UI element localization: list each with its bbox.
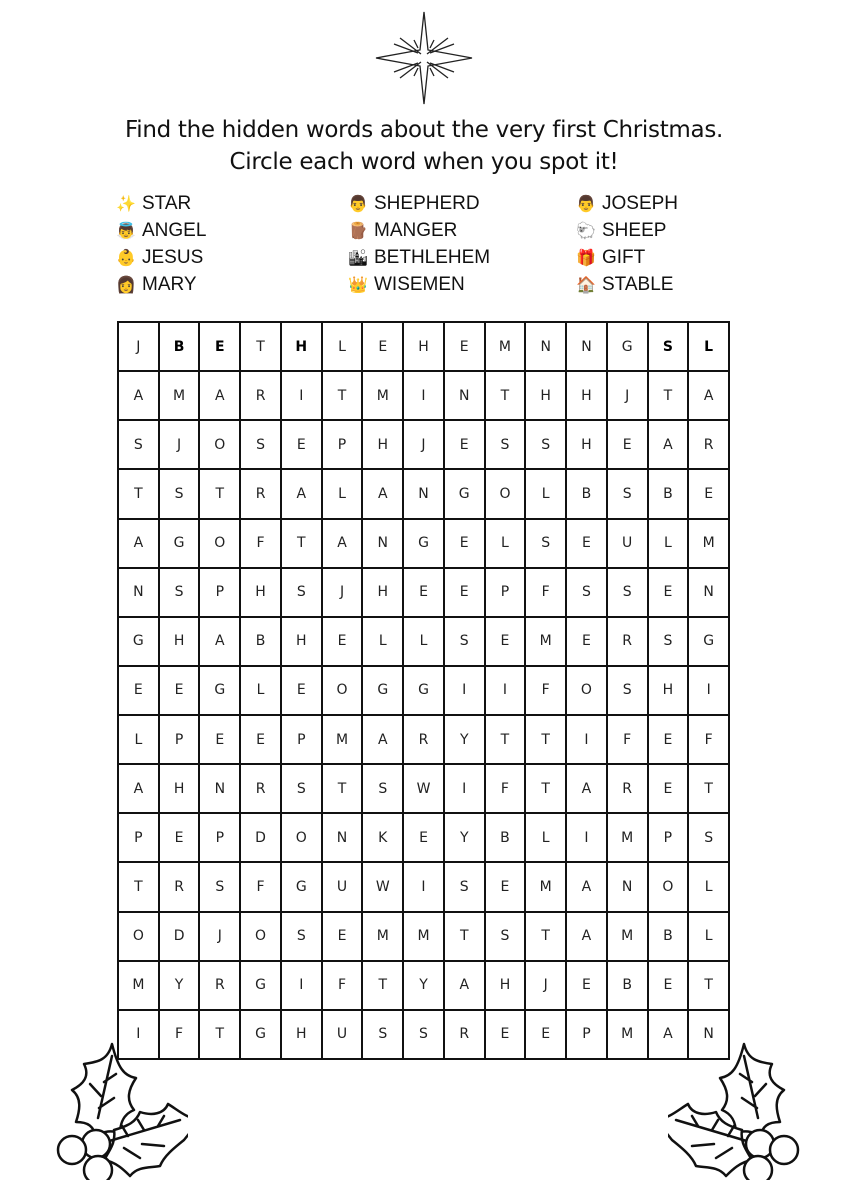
grid-cell[interactable]: R [404, 716, 443, 763]
grid-cell[interactable]: F [526, 569, 565, 616]
grid-cell[interactable]: G [404, 520, 443, 567]
grid-cell[interactable]: H [160, 618, 199, 665]
grid-cell[interactable]: I [404, 372, 443, 419]
grid-cell[interactable]: N [608, 863, 647, 910]
grid-cell[interactable]: H [567, 372, 606, 419]
grid-cell[interactable]: E [649, 765, 688, 812]
word-label: STABLE [602, 273, 674, 295]
grid-cell[interactable]: E [282, 421, 321, 468]
grid-cell[interactable]: H [486, 962, 525, 1009]
grid-cell[interactable]: R [241, 372, 280, 419]
grid-cell[interactable]: E [241, 716, 280, 763]
grid-cell[interactable]: E [567, 962, 606, 1009]
grid-cell[interactable]: M [608, 913, 647, 960]
grid-cell[interactable]: U [323, 863, 362, 910]
crown-icon: 👑 [348, 276, 368, 294]
grid-cell[interactable]: A [689, 372, 728, 419]
grid-cell[interactable]: A [119, 765, 158, 812]
grid-cell[interactable]: O [567, 667, 606, 714]
word-label: JOSEPH [602, 192, 679, 214]
grid-cell[interactable]: T [119, 470, 158, 517]
grid-cell[interactable]: S [526, 520, 565, 567]
grid-cell[interactable]: I [282, 962, 321, 1009]
grid-cell[interactable]: E [282, 667, 321, 714]
grid-cell[interactable]: D [160, 913, 199, 960]
grid-cell[interactable]: L [689, 913, 728, 960]
grid-cell[interactable]: A [649, 1011, 688, 1058]
grid-cell[interactable]: S [608, 470, 647, 517]
grid-cell[interactable]: E [445, 421, 484, 468]
sparkles-icon: ✨ [116, 195, 136, 213]
grid-cell[interactable]: G [160, 520, 199, 567]
grid-cell[interactable]: B [567, 470, 606, 517]
grid-cell[interactable]: P [200, 814, 239, 861]
grid-cell[interactable]: O [649, 863, 688, 910]
grid-cell[interactable]: O [200, 520, 239, 567]
grid-cell[interactable]: P [649, 814, 688, 861]
grid-cell[interactable]: I [445, 667, 484, 714]
grid-cell[interactable]: N [200, 765, 239, 812]
grid-cell[interactable]: T [323, 765, 362, 812]
grid-cell[interactable]: M [160, 372, 199, 419]
city-icon: 🏙 [347, 249, 369, 267]
grid-cell[interactable]: H [649, 667, 688, 714]
instruction-line-1: Find the hidden words about the very first Christmas. [124, 117, 724, 143]
grid-cell[interactable]: S [608, 569, 647, 616]
grid-cell[interactable]: E [200, 323, 239, 370]
grid-cell[interactable]: H [282, 323, 321, 370]
grid-cell[interactable]: B [241, 618, 280, 665]
grid-cell[interactable]: R [241, 470, 280, 517]
grid-cell[interactable]: N [567, 323, 606, 370]
grid-cell[interactable]: G [282, 863, 321, 910]
grid-cell[interactable]: T [486, 372, 525, 419]
grid-cell[interactable]: A [200, 372, 239, 419]
grid-cell[interactable]: E [526, 1011, 565, 1058]
grid-cell[interactable]: L [526, 814, 565, 861]
grid-cell[interactable]: T [200, 470, 239, 517]
grid-cell[interactable]: I [119, 1011, 158, 1058]
grid-cell[interactable]: T [689, 962, 728, 1009]
grid-cell[interactable]: L [486, 520, 525, 567]
grid-cell[interactable]: A [649, 421, 688, 468]
grid-cell[interactable]: S [567, 569, 606, 616]
grid-cell[interactable]: M [689, 520, 728, 567]
grid-cell[interactable]: G [119, 618, 158, 665]
grid-cell[interactable]: E [608, 421, 647, 468]
grid-cell[interactable]: S [486, 913, 525, 960]
grid-cell[interactable]: T [689, 765, 728, 812]
grid-cell[interactable]: H [363, 569, 402, 616]
grid-cell[interactable]: B [160, 323, 199, 370]
grid-cell[interactable]: S [445, 863, 484, 910]
word-list-column [348, 190, 490, 298]
grid-cell[interactable]: E [404, 814, 443, 861]
grid-cell[interactable]: S [363, 765, 402, 812]
baby-icon: 👶 [116, 249, 136, 267]
grid-cell[interactable]: O [119, 913, 158, 960]
grid-cell[interactable]: B [608, 962, 647, 1009]
grid-cell[interactable]: L [363, 618, 402, 665]
grid-cell[interactable]: M [608, 814, 647, 861]
word-label: SHEEP [602, 219, 667, 241]
word-label: MANGER [374, 219, 458, 241]
grid-cell[interactable]: L [526, 470, 565, 517]
grid-cell[interactable]: N [689, 1011, 728, 1058]
grid-cell[interactable]: E [649, 716, 688, 763]
grid-cell[interactable]: W [404, 765, 443, 812]
grid-cell[interactable]: K [363, 814, 402, 861]
grid-cell[interactable]: N [323, 814, 362, 861]
grid-cell[interactable]: P [567, 1011, 606, 1058]
woman-icon: 👩 [116, 276, 136, 294]
grid-cell[interactable]: L [323, 323, 362, 370]
grid-cell[interactable]: E [486, 618, 525, 665]
grid-cell[interactable]: E [445, 520, 484, 567]
grid-cell[interactable]: W [363, 863, 402, 910]
grid-cell[interactable]: E [160, 814, 199, 861]
word-list-item [348, 217, 490, 244]
word-list-item [576, 217, 678, 244]
grid-cell[interactable]: N [404, 470, 443, 517]
grid-cell[interactable]: H [241, 569, 280, 616]
grid-cell[interactable]: S [445, 618, 484, 665]
grid-cell[interactable]: M [486, 323, 525, 370]
grid-cell[interactable]: T [241, 323, 280, 370]
grid-cell[interactable]: G [241, 962, 280, 1009]
grid-cell[interactable]: E [689, 470, 728, 517]
instructions [0, 114, 848, 178]
grid-cell[interactable]: E [119, 667, 158, 714]
grid-cell[interactable]: F [241, 520, 280, 567]
grid-cell[interactable]: R [241, 765, 280, 812]
grid-cell[interactable]: S [649, 618, 688, 665]
grid-cell[interactable]: Y [445, 716, 484, 763]
word-list-item [116, 217, 206, 244]
grid-cell[interactable]: A [567, 913, 606, 960]
grid-cell[interactable]: F [486, 765, 525, 812]
grid-cell[interactable]: G [404, 667, 443, 714]
word-search-grid [117, 321, 730, 1060]
grid-cell[interactable]: G [445, 470, 484, 517]
grid-cell[interactable]: J [200, 913, 239, 960]
word-list [116, 190, 736, 300]
grid-cell[interactable]: H [567, 421, 606, 468]
grid-cell[interactable]: R [689, 421, 728, 468]
grid-cell[interactable]: L [323, 470, 362, 517]
grid-cell[interactable]: B [649, 913, 688, 960]
grid-cell[interactable]: T [526, 765, 565, 812]
grid-cell[interactable]: H [363, 421, 402, 468]
word-list-item [348, 271, 490, 298]
grid-cell[interactable]: E [486, 863, 525, 910]
word-label: SHEPHERD [374, 192, 480, 214]
grid-cell[interactable]: U [323, 1011, 362, 1058]
word-list-item [576, 190, 678, 217]
grid-cell[interactable]: J [526, 962, 565, 1009]
grid-cell[interactable]: G [200, 667, 239, 714]
grid-cell[interactable]: S [486, 421, 525, 468]
grid-cell[interactable]: F [689, 716, 728, 763]
grid-cell[interactable]: R [608, 765, 647, 812]
word-label: JESUS [142, 246, 204, 268]
grid-cell[interactable]: G [608, 323, 647, 370]
grid-cell[interactable]: E [486, 1011, 525, 1058]
grid-cell[interactable]: M [323, 716, 362, 763]
gift-icon: 🎁 [576, 249, 596, 267]
grid-cell[interactable]: L [241, 667, 280, 714]
house-icon: 🏠 [576, 276, 596, 294]
grid-cell[interactable]: S [689, 814, 728, 861]
grid-cell[interactable]: T [200, 1011, 239, 1058]
grid-cell[interactable]: M [526, 863, 565, 910]
word-list-item [116, 244, 206, 271]
grid-cell[interactable]: J [119, 323, 158, 370]
grid-cell[interactable]: O [323, 667, 362, 714]
grid-cell[interactable]: S [119, 421, 158, 468]
grid-cell[interactable]: F [323, 962, 362, 1009]
grid-cell[interactable]: E [445, 569, 484, 616]
word-label: BETHLEHEM [374, 246, 491, 268]
grid-cell[interactable]: E [160, 667, 199, 714]
grid-cell[interactable]: P [200, 569, 239, 616]
grid-cell[interactable]: A [363, 470, 402, 517]
grid-cell[interactable]: A [567, 863, 606, 910]
grid-cell[interactable]: S [526, 421, 565, 468]
grid-cell[interactable]: N [526, 323, 565, 370]
grid-cell[interactable]: S [282, 569, 321, 616]
word-label: MARY [142, 273, 197, 295]
grid-cell[interactable]: E [323, 913, 362, 960]
grid-cell[interactable]: R [608, 618, 647, 665]
instruction-line-2: Circle each word when you spot it! [229, 149, 619, 175]
grid-cell[interactable]: T [486, 716, 525, 763]
word-list-column [116, 190, 206, 298]
grid-cell[interactable]: T [445, 913, 484, 960]
grid-cell[interactable]: H [282, 1011, 321, 1058]
grid-cell[interactable]: A [363, 716, 402, 763]
grid-cell[interactable]: A [567, 765, 606, 812]
word-label: STAR [142, 192, 192, 214]
grid-cell[interactable]: N [119, 569, 158, 616]
grid-cell[interactable]: T [526, 716, 565, 763]
word-list-item [576, 244, 678, 271]
holly-left-icon [28, 1038, 188, 1180]
grid-cell[interactable]: E [363, 323, 402, 370]
grid-cell[interactable]: T [282, 520, 321, 567]
grid-cell[interactable]: E [404, 569, 443, 616]
north-star-icon [374, 10, 474, 106]
grid-cell[interactable]: P [119, 814, 158, 861]
grid-cell[interactable]: M [363, 913, 402, 960]
grid-cell[interactable]: A [445, 962, 484, 1009]
grid-cell[interactable]: T [119, 863, 158, 910]
grid-cell[interactable]: F [241, 863, 280, 910]
grid-cell[interactable]: P [486, 569, 525, 616]
grid-cell[interactable]: I [567, 716, 606, 763]
sheep-icon: 🐑 [576, 222, 596, 240]
grid-cell[interactable]: M [608, 1011, 647, 1058]
grid-cell[interactable]: L [689, 863, 728, 910]
grid-cell[interactable]: E [323, 618, 362, 665]
grid-cell[interactable]: I [282, 372, 321, 419]
grid-cell[interactable]: L [404, 618, 443, 665]
grid-cell[interactable]: S [282, 765, 321, 812]
word-label: ANGEL [142, 219, 207, 241]
grid-cell[interactable]: E [649, 569, 688, 616]
grid-cell[interactable]: G [241, 1011, 280, 1058]
grid-cell[interactable]: P [282, 716, 321, 763]
grid-cell[interactable]: H [160, 765, 199, 812]
man-icon: 👨 [348, 195, 368, 213]
grid-cell[interactable]: A [282, 470, 321, 517]
grid-cell[interactable]: S [649, 323, 688, 370]
word-list-column [576, 190, 678, 298]
word-list-item [116, 271, 206, 298]
grid-cell[interactable]: A [119, 520, 158, 567]
grid-cell[interactable]: R [160, 863, 199, 910]
grid-cell[interactable]: F [526, 667, 565, 714]
grid-cell[interactable]: M [526, 618, 565, 665]
grid-cell[interactable]: T [526, 913, 565, 960]
grid-cell[interactable]: P [160, 716, 199, 763]
grid-cell[interactable]: S [608, 667, 647, 714]
grid-cell[interactable]: E [567, 618, 606, 665]
grid-cell[interactable]: L [119, 716, 158, 763]
grid-cell[interactable]: H [526, 372, 565, 419]
holly-right-icon [668, 1038, 828, 1180]
word-list-item [348, 190, 490, 217]
word-list-item [576, 271, 678, 298]
word-label: WISEMEN [374, 273, 465, 295]
grid-cell[interactable]: L [689, 323, 728, 370]
grid-cell[interactable]: J [404, 421, 443, 468]
grid-cell[interactable]: S [160, 569, 199, 616]
grid-cell[interactable]: N [689, 569, 728, 616]
grid-cell[interactable]: A [323, 520, 362, 567]
grid-cell[interactable]: P [323, 421, 362, 468]
grid-cell[interactable]: Y [404, 962, 443, 1009]
grid-cell[interactable]: F [608, 716, 647, 763]
grid-cell[interactable]: S [160, 470, 199, 517]
grid-cell[interactable]: O [282, 814, 321, 861]
grid-cell[interactable]: T [323, 372, 362, 419]
grid-cell[interactable]: I [689, 667, 728, 714]
grid-cell[interactable]: Y [445, 814, 484, 861]
grid-cell[interactable]: J [608, 372, 647, 419]
grid-cell[interactable]: B [649, 470, 688, 517]
grid-cell[interactable]: D [241, 814, 280, 861]
grid-cell[interactable]: A [119, 372, 158, 419]
grid-cell[interactable]: N [445, 372, 484, 419]
grid-cell[interactable]: G [363, 667, 402, 714]
grid-cell[interactable]: M [119, 962, 158, 1009]
grid-cell[interactable]: T [363, 962, 402, 1009]
grid-cell[interactable]: B [486, 814, 525, 861]
grid-cell[interactable]: G [689, 618, 728, 665]
grid-cell[interactable]: E [445, 323, 484, 370]
word-list-item [348, 244, 490, 271]
grid-cell[interactable]: R [200, 962, 239, 1009]
grid-cell[interactable]: S [200, 863, 239, 910]
grid-cell[interactable]: I [567, 814, 606, 861]
grid-cell[interactable]: E [649, 962, 688, 1009]
grid-cell[interactable]: M [363, 372, 402, 419]
grid-cell[interactable]: S [363, 1011, 402, 1058]
grid-cell[interactable]: O [486, 470, 525, 517]
grid-cell[interactable]: H [404, 323, 443, 370]
grid-cell[interactable]: E [567, 520, 606, 567]
grid-cell[interactable]: N [363, 520, 402, 567]
grid-cell[interactable]: J [160, 421, 199, 468]
word-list-item [116, 190, 206, 217]
grid-cell[interactable]: M [404, 913, 443, 960]
grid-cell[interactable]: Y [160, 962, 199, 1009]
grid-cell[interactable]: S [241, 421, 280, 468]
grid-cell[interactable]: A [200, 618, 239, 665]
grid-cell[interactable]: R [445, 1011, 484, 1058]
grid-cell[interactable]: I [404, 863, 443, 910]
angel-icon: 👼 [116, 222, 136, 240]
grid-cell[interactable]: J [323, 569, 362, 616]
grid-cell[interactable]: S [404, 1011, 443, 1058]
log-icon: 🪵 [348, 222, 368, 240]
grid-cell[interactable]: I [445, 765, 484, 812]
grid-cell[interactable]: O [241, 913, 280, 960]
grid-cell[interactable]: F [160, 1011, 199, 1058]
grid-cell[interactable]: U [608, 520, 647, 567]
grid-cell[interactable]: E [200, 716, 239, 763]
grid-cell[interactable]: I [486, 667, 525, 714]
grid-cell[interactable]: L [649, 520, 688, 567]
grid-cell[interactable]: H [282, 618, 321, 665]
grid-cell[interactable]: S [282, 913, 321, 960]
grid-cell[interactable]: O [200, 421, 239, 468]
word-label: GIFT [602, 246, 646, 268]
grid-cell[interactable]: T [649, 372, 688, 419]
man-icon: 👨 [576, 195, 596, 213]
